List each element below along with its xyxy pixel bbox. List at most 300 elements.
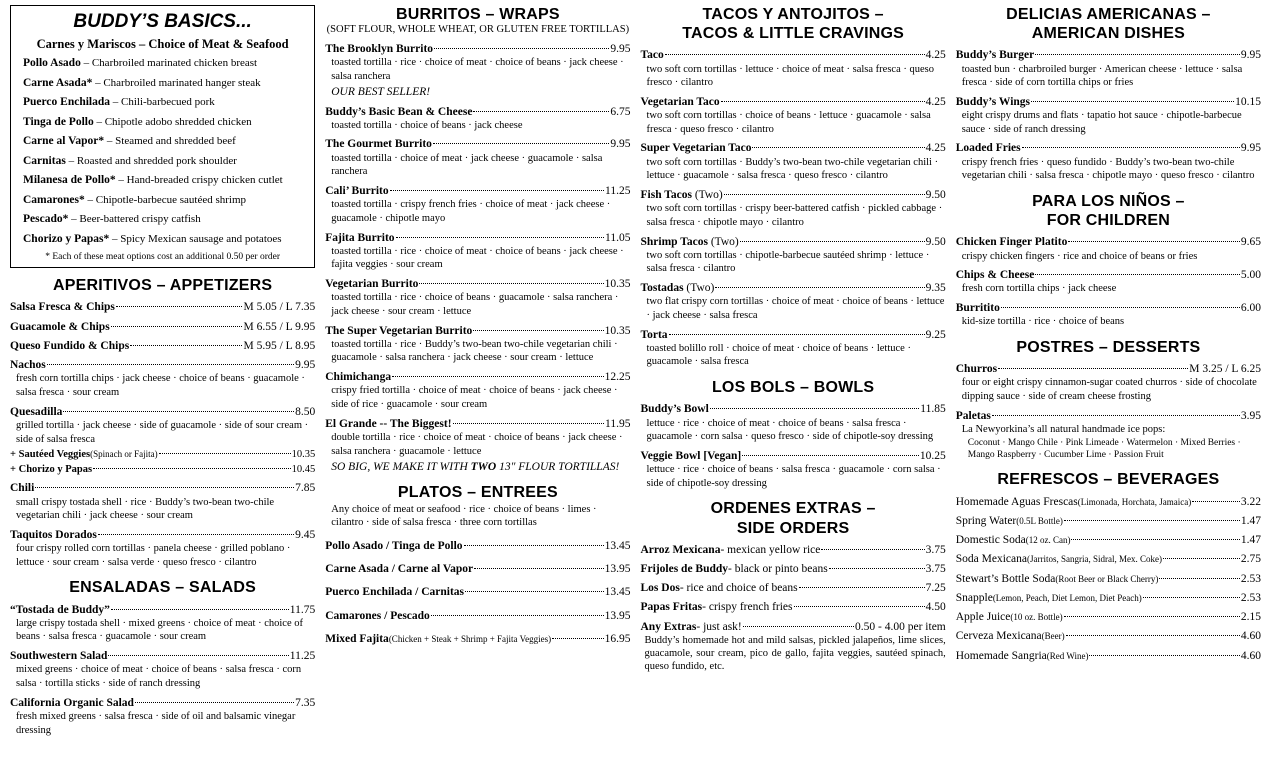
menu-item-header [325, 231, 630, 245]
column-2 [321, 5, 634, 771]
basic-meat-desc: – Roasted and shredded pork shoulder [65, 154, 237, 167]
leader-dots [108, 655, 288, 656]
entree-item [325, 539, 630, 553]
menu-item-name: Mixed Fajita [325, 632, 389, 645]
menu-item-price: 4.25 [925, 142, 946, 155]
menu-item-price: 0.50 - 4.00 per item [855, 620, 946, 633]
leader-dots [390, 190, 604, 191]
menu-item-name: Salsa Fresca & Chips [10, 301, 115, 314]
menu-item-name: Taco [640, 49, 664, 62]
leader-dots [552, 638, 604, 639]
menu-item-description: toasted tortilla · rice · Buddy’s two-bean two-chile vegetarian chili · guacamole · salsa ranchera · jack cheese · sour cream · lettuce [331, 338, 618, 364]
menu-item-price: 9.95 [295, 359, 316, 372]
menu-item-header [956, 495, 1261, 509]
basic-meat-desc: – Steamed and shredded beef [104, 135, 236, 148]
menu-item-header [641, 188, 946, 202]
appetizer-item [10, 320, 315, 334]
entree-item [325, 609, 630, 623]
menu-item-header [325, 539, 630, 553]
menu-item-price: 12.25 [604, 371, 631, 384]
menu-item-note: (Root Beer or Black Cherry) [1055, 573, 1159, 584]
menu-item-price: 11.95 [605, 417, 631, 430]
basics-footnote: * Each of these meat options cost an additional 0.50 per order [45, 251, 281, 262]
menu-item-inline-desc: - crispy french fries [702, 601, 793, 614]
menu-item-price: 10.35 [604, 324, 631, 337]
menu-item-name: Buddy’s Burger [955, 49, 1035, 62]
menu-item-header [10, 405, 315, 419]
menu-item-name: Soda Mexicana [955, 553, 1027, 566]
menu-item-name: Domestic Soda [955, 534, 1026, 546]
menu-item-description: four or eight crispy cinnamon-sugar coated churros · side of chocolate dipping sauce · side of cream cheese frosting [961, 377, 1257, 403]
menu-item-description: large crispy tostada shell · mixed greens · choice of meat · choice of beans · salsa fresca · guacamole · sour cream [16, 617, 303, 643]
menu-item-price: 9.50 [925, 235, 946, 248]
taco-item [641, 188, 946, 230]
basic-meat-name: Carne Asada* [23, 76, 93, 89]
basics-box [10, 5, 315, 268]
tacos-title: TACOS Y ANTOJITOS – [702, 6, 884, 23]
leader-dots [992, 415, 1240, 416]
basic-meat-option [17, 74, 308, 94]
entree-item [325, 585, 630, 599]
leader-dots [111, 609, 289, 610]
addon-name: + Chorizo y Papas [10, 464, 93, 476]
basic-meat-option [17, 210, 308, 230]
basic-meat-desc: – Chipotle adobo shredded chicken [93, 115, 252, 128]
leader-dots [1035, 54, 1240, 55]
menu-item-name: Chimichanga [325, 371, 392, 384]
salad-item [10, 649, 315, 691]
appetizer-item [10, 481, 315, 523]
menu-item-price: 2.53 [1240, 591, 1261, 604]
menu-item-name: Shrimp Tacos (Two) [640, 235, 739, 248]
kids-item [956, 268, 1261, 296]
column-3 [637, 5, 950, 771]
basic-meat-name: Pollo Asado [23, 57, 81, 70]
leader-dots [743, 626, 854, 627]
leader-dots [473, 111, 609, 112]
menu-item-header [956, 629, 1261, 643]
menu-item-name: The Gourmet Burrito [325, 138, 432, 151]
leader-dots [35, 487, 294, 488]
menu-item-price: 1.47 [1240, 514, 1261, 527]
menu-item-description: toasted bun · charbroiled burger · American cheese · lettuce · salsa fresca · side of corn tortilla chips or fries [961, 63, 1243, 89]
menu-item-price: 7.25 [925, 582, 946, 595]
taco-item [641, 281, 946, 323]
menu-item-name: Southwestern Salad [10, 650, 108, 663]
menu-item-note: (Limonada, Horchata, Jamaica) [1077, 496, 1192, 507]
american-item [956, 48, 1261, 90]
emphasis-two: TWO [470, 461, 497, 474]
menu-item-header [325, 277, 630, 291]
basic-meat-name: Carne al Vapor* [23, 135, 105, 148]
menu-item-header [641, 48, 946, 62]
menu-item-price: 13.95 [604, 563, 631, 576]
menu-item-description: toasted tortilla · rice · choice of meat · choice of beans · jack cheese · salsa ranchera [331, 57, 624, 82]
menu-item-price: 5.00 [1240, 269, 1261, 282]
side-item [641, 620, 946, 634]
taco-item [641, 95, 946, 137]
appetizers-list-2 [10, 481, 315, 569]
appetizer-item [10, 300, 315, 314]
menu-item-header [641, 600, 946, 614]
burrito-item [325, 137, 630, 179]
basic-meat-name: Tinga de Pollo [23, 115, 94, 128]
menu-item-price: 9.95 [610, 42, 631, 55]
menu-item-price: 6.75 [610, 105, 631, 118]
kids-item [956, 301, 1261, 329]
basic-meat-option [17, 230, 308, 250]
menu-item-description: toasted tortilla · choice of meat · jack cheese · guacamole · salsa ranchera [331, 152, 603, 178]
basic-meat-name: Pescado* [23, 213, 69, 226]
entree-item [325, 632, 630, 646]
menu-item-header [956, 533, 1261, 547]
basic-meat-option [17, 152, 308, 172]
menu-item-name: The Super Vegetarian Burrito [325, 324, 473, 337]
salad-item [10, 603, 315, 645]
menu-item-header [325, 562, 630, 576]
side-item [641, 600, 946, 614]
menu-item-price: 7.35 [295, 696, 316, 709]
basic-meat-name: Puerco Enchilada [23, 96, 111, 109]
menu-item-note: (Lemon, Peach, Diet Lemon, Diet Peach) [992, 592, 1142, 603]
taco-item [641, 141, 946, 183]
menu-item-header [956, 514, 1261, 528]
burrito-item [325, 417, 630, 475]
leader-dots [721, 101, 925, 102]
menu-item-note: (0.5L Bottle) [1016, 515, 1063, 526]
menu-item-name: Paletas [955, 409, 991, 422]
menu-item-header [641, 281, 946, 295]
menu-item-header [325, 370, 630, 384]
leader-dots [1143, 597, 1240, 598]
basic-meat-option [17, 113, 308, 133]
beverage-item [956, 610, 1261, 624]
beverage-item [956, 533, 1261, 547]
menu-item-header [956, 572, 1261, 586]
beverage-item [956, 495, 1261, 509]
appetizers-list [10, 300, 315, 446]
burrito-item [325, 277, 630, 319]
menu-item-price: 11.05 [605, 231, 631, 244]
menu-item-header [325, 42, 630, 56]
bowl-item [641, 449, 946, 491]
menu-item-price: 2.53 [1240, 572, 1261, 585]
basic-meat-name: Camarones* [23, 193, 85, 206]
menu-item-description: toasted bolillo roll · choice of meat · choice of beans · lettuce · guacamole · salsa fresca [646, 342, 911, 368]
menu-item-header [10, 300, 315, 314]
column-1 [6, 5, 319, 771]
menu-item-qualifier: (Two) [691, 188, 723, 201]
american-title-2: AMERICAN DISHES [1031, 25, 1185, 43]
basic-meat-option [17, 54, 308, 74]
menu-item-name: Camarones / Pescado [325, 609, 430, 622]
taco-item [641, 328, 946, 370]
menu-item-header [956, 610, 1261, 624]
menu-item-name: Veggie Bowl [Vegan] [640, 449, 742, 462]
leader-dots [431, 615, 604, 616]
menu-item-name: California Organic Salad [10, 696, 134, 709]
desserts-title: POSTRES – DESSERTS [1016, 339, 1201, 357]
bowls-title: LOS BOLS – BOWLS [711, 379, 875, 397]
american-title: DELICIAS AMERICANAS – [1006, 6, 1211, 23]
leader-dots [829, 568, 925, 569]
leader-dots [396, 237, 604, 238]
tacos-list [641, 48, 946, 369]
leader-dots [93, 468, 291, 469]
menu-item-description: lettuce · rice · choice of beans · salsa fresca · guacamole · corn salsa · side of chipotle-soy dressing [646, 464, 941, 489]
menu-item-description: two soft corn tortillas · Buddy’s two-bean two-chile vegetarian chili · lettuce · guacamole · salsa fresca · queso fresco · cilantro [646, 156, 939, 182]
basics-title: BUDDY’S BASICS... [73, 11, 252, 32]
extras-description: Buddy’s homemade hot and mild salsas, pickled jalapeños, lime slices, guacamole, sour cream, pico de gallo, fajita veggies, sautéed spinach, queso fundido, etc. [644, 634, 946, 673]
addon-price: 10.45 [291, 464, 316, 476]
kids-list [956, 235, 1261, 329]
menu-item-inline-desc: - black or pinto beans [728, 562, 828, 575]
menu-item-price: 9.35 [925, 282, 946, 295]
leader-dots [1035, 274, 1240, 275]
menu-item-price: 9.45 [295, 528, 316, 541]
taco-item [641, 48, 946, 90]
beverage-item [956, 629, 1261, 643]
leader-dots [742, 455, 919, 456]
menu-item-name: Los Dos [640, 582, 680, 595]
leader-dots [1066, 635, 1240, 636]
bowls-list [641, 402, 946, 490]
beverage-item [956, 572, 1261, 586]
leader-dots [464, 545, 604, 546]
menu-item-inline-desc: - mexican yellow rice [720, 543, 821, 556]
basic-meat-option [17, 132, 308, 152]
quesadilla-mods [10, 448, 315, 476]
menu-item-name: Cerveza Mexicana [955, 630, 1042, 643]
leader-dots [740, 241, 925, 242]
menu-item-description: double tortilla · rice · choice of meat · choice of beans · jack cheese · salsa ranchera · guacamole · lettuce [331, 431, 623, 457]
entrees-list [325, 539, 630, 646]
menu-item-price: 3.75 [925, 562, 946, 575]
entree-item [325, 562, 630, 576]
menu-item-price: M 5.95 / L 8.95 [243, 339, 316, 352]
menu-item-header [325, 324, 630, 338]
menu-item-note: (Red Wine) [1046, 650, 1089, 661]
menu-item-header [641, 449, 946, 463]
menu-item-name: Buddy’s Bowl [640, 403, 709, 416]
basic-meat-option [17, 171, 308, 191]
menu-item-name: Chicken Finger Platito [955, 236, 1068, 249]
dessert-item [956, 409, 1261, 437]
menu-item-price: 7.85 [295, 482, 316, 495]
menu-item-header [641, 581, 946, 595]
menu-item-price: 9.25 [925, 328, 946, 341]
menu-item-description: four crispy rolled corn tortillas · panela cheese · grilled poblano · lettuce · sour cream · salsa verde · queso fresco · cilantro [16, 543, 291, 568]
menu-item-inline-desc: - just ask! [696, 620, 742, 633]
menu-item-name: “Tostada de Buddy” [10, 603, 110, 616]
menu-item-description: toasted tortilla · choice of beans · jack cheese [331, 119, 523, 131]
taco-item [641, 235, 946, 277]
basic-meat-desc: – Charbroiled marinated chicken breast [80, 57, 258, 70]
menu-item-header [10, 696, 315, 710]
menu-item-price: 2.75 [1240, 553, 1261, 566]
basic-meat-option [17, 191, 308, 211]
leader-dots [998, 368, 1188, 369]
side-item [641, 581, 946, 595]
menu-item-name: Apple Juice [955, 611, 1011, 623]
beverage-item [956, 649, 1261, 663]
menu-item-description: kid-size tortilla · rice · choice of beans [961, 316, 1125, 328]
menu-item-description: lettuce · rice · choice of meat · choice of beans · salsa fresca · guacamole · corn salsa · queso fresco · side of chipotle-soy dressing [646, 417, 934, 443]
menu-item-header [956, 141, 1261, 155]
menu-item-name: Any Extras [640, 620, 697, 633]
entrees-title: PLATOS – ENTREES [397, 484, 558, 502]
menu-item-price: 1.47 [1240, 534, 1261, 546]
column-4 [952, 5, 1265, 771]
menu-item-name: Torta [640, 328, 668, 341]
leader-dots [1001, 307, 1240, 308]
burrito-item [325, 105, 630, 133]
menu-item-name: Frijoles de Buddy [640, 562, 729, 575]
menu-item-header [641, 328, 946, 342]
leader-dots [710, 408, 920, 409]
menu-item-header [641, 562, 946, 576]
menu-item-header [10, 358, 315, 372]
menu-item-header [956, 552, 1261, 566]
menu-item-name: Burritito [955, 302, 1000, 315]
menu-item-name: Puerco Enchilada / Carnitas [325, 586, 465, 599]
menu-item-name: Pollo Asado / Tinga de Pollo [325, 539, 463, 552]
basics-list [17, 54, 308, 249]
basic-meat-desc: – Charbroiled marinated hanger steak [92, 76, 261, 89]
menu-item-note: (Beer) [1041, 631, 1065, 642]
menu-item-price: 16.95 [604, 632, 631, 645]
menu-item-header [956, 235, 1261, 249]
menu-item-price: 4.60 [1240, 649, 1261, 662]
menu-item-header [956, 591, 1261, 605]
leader-dots [752, 147, 924, 148]
paletas-flavors: Coconut · Mango Chile · Pink Limeade · Watermelon · Mixed Berries · Mango Raspberry · Cucumber Lime · Passion Fruit [967, 437, 1241, 460]
sides-title-2: SIDE ORDERS [736, 519, 850, 537]
menu-item-header [641, 620, 946, 634]
menu-item-name: Carne Asada / Carne al Vapor [325, 563, 474, 576]
menu-item-header [10, 339, 315, 353]
menu-item-name: Quesadilla [10, 405, 63, 418]
leader-dots [1022, 147, 1240, 148]
leader-dots [465, 591, 604, 592]
leader-dots [419, 283, 603, 284]
leader-dots [473, 330, 603, 331]
appetizer-item [10, 405, 315, 447]
menu-item-header [325, 417, 630, 431]
menu-item-description: eight crispy drums and flats · tapatio hot sauce · chipotle-barbecue sauce · side of ranch dressing [961, 110, 1242, 135]
menu-item-qualifier: (Two) [683, 282, 715, 295]
menu-item-note: (Chicken + Steak + Shrimp + Fajita Veggies) [388, 633, 552, 644]
menu-item-header [10, 320, 315, 334]
menu-item-description: toasted tortilla · crispy french fries · choice of meat · jack cheese · guacamole · chipotle mayo [331, 199, 611, 224]
leader-dots [392, 376, 604, 377]
leader-dots [1159, 578, 1239, 579]
menu-item-price: M 3.25 / L 6.25 [1189, 363, 1261, 376]
menu-item-inline-desc: - rice and choice of beans [679, 582, 798, 595]
burrito-item [325, 370, 630, 412]
menu-item-description: fresh corn tortilla chips · jack cheese [961, 283, 1117, 295]
quesadilla-addon [10, 448, 315, 461]
appetizer-item [10, 358, 315, 400]
menu-item-name: Arroz Mexicana [640, 543, 721, 556]
menu-item-name: Fajita Burrito [325, 231, 395, 244]
basic-meat-option [17, 93, 308, 113]
menu-item-name: Vegetarian Burrito [325, 278, 419, 291]
menu-item-description: toasted tortilla · rice · choice of meat · choice of beans · jack cheese · fajita veggies · sour cream [331, 245, 624, 271]
menu-item-description: crispy french fries · queso fundido · Buddy’s two-bean two-chile vegetarian chili · salsa fresca · chipotle mayo · queso fresco · cilantro [961, 156, 1255, 182]
menu-item-price: 10.15 [1235, 95, 1261, 108]
menu-item-price: 9.50 [925, 188, 946, 201]
leader-dots [1064, 616, 1240, 617]
menu-item-header [641, 543, 946, 557]
menu-item-header [325, 137, 630, 151]
menu-item-header [10, 649, 315, 663]
appetizer-item [10, 339, 315, 353]
kids-title-2: FOR CHILDREN [1046, 212, 1171, 230]
menu-item-name: Buddy’s Basic Bean & Cheese [325, 105, 473, 118]
menu-item-name: Chili [10, 482, 35, 495]
tacos-title-2: TACOS & LITTLE CRAVINGS [682, 25, 905, 43]
menu-item-price: 4.50 [925, 601, 946, 614]
sides-title: ORDENES EXTRAS – [710, 500, 876, 518]
beverage-item [956, 591, 1261, 605]
menu-item-name: Tostadas (Two) [640, 282, 715, 295]
leader-dots [130, 345, 242, 346]
beverages-title: REFRESCOS – BEVERAGES [997, 471, 1220, 489]
american-item [956, 141, 1261, 183]
leader-dots [433, 143, 609, 144]
menu-item-price: 11.25 [289, 650, 316, 663]
menu-item-header [956, 409, 1261, 423]
basic-meat-name: Carnitas [23, 154, 66, 167]
addon-price: 10.35 [291, 449, 316, 461]
menu-item-description: La Newyorkina’s all natural handmade ice pops: [961, 423, 1166, 435]
menu-item-name: Churros [955, 363, 998, 376]
menu-item-qualifier: (Two) [707, 235, 739, 248]
menu-item-price: 3.75 [925, 543, 946, 556]
menu-item-callout: OUR BEST SELLER! [331, 86, 431, 99]
leader-dots [434, 48, 609, 49]
salad-item [10, 696, 315, 738]
menu-item-name: Cali’ Burrito [325, 184, 389, 197]
menu-item-name: Fish Tacos (Two) [640, 188, 723, 201]
menu-item-price: 9.95 [1240, 49, 1261, 62]
beverage-item [956, 514, 1261, 528]
burrito-item [325, 184, 630, 226]
menu-item-header [10, 481, 315, 495]
menu-item-name: Loaded Fries [955, 142, 1021, 155]
entrees-intro: Any choice of meat or seafood · rice · choice of beans · limes · cilantro · side of salsa fresca · three corn tortillas [331, 503, 597, 529]
desserts-list [956, 362, 1261, 436]
menu-item-price: 10.35 [604, 278, 631, 291]
leader-dots [111, 326, 243, 327]
menu-item-name: Chips & Cheese [955, 269, 1035, 282]
menu-item-header [325, 585, 630, 599]
menu-item-description: fresh mixed greens · salsa fresca · side of oil and balsamic vinegar dressing [16, 710, 296, 736]
leader-dots [116, 306, 243, 307]
menu-item-price: 11.75 [289, 603, 316, 616]
basic-meat-name: Chorizo y Papas* [23, 232, 110, 245]
menu-item-header [956, 649, 1261, 663]
addon-name: + Sautéed Veggies [10, 449, 91, 461]
menu-item-description: grilled tortilla · jack cheese · side of guacamole · side of sour cream · side of salsa fresca [16, 420, 309, 445]
leader-dots [474, 568, 603, 569]
menu-item-header [641, 402, 946, 416]
basic-meat-desc: – Beer-battered crispy catfish [68, 213, 201, 226]
menu-item-header [325, 184, 630, 198]
american-item [956, 95, 1261, 137]
menu-item-price: 3.22 [1240, 495, 1261, 508]
